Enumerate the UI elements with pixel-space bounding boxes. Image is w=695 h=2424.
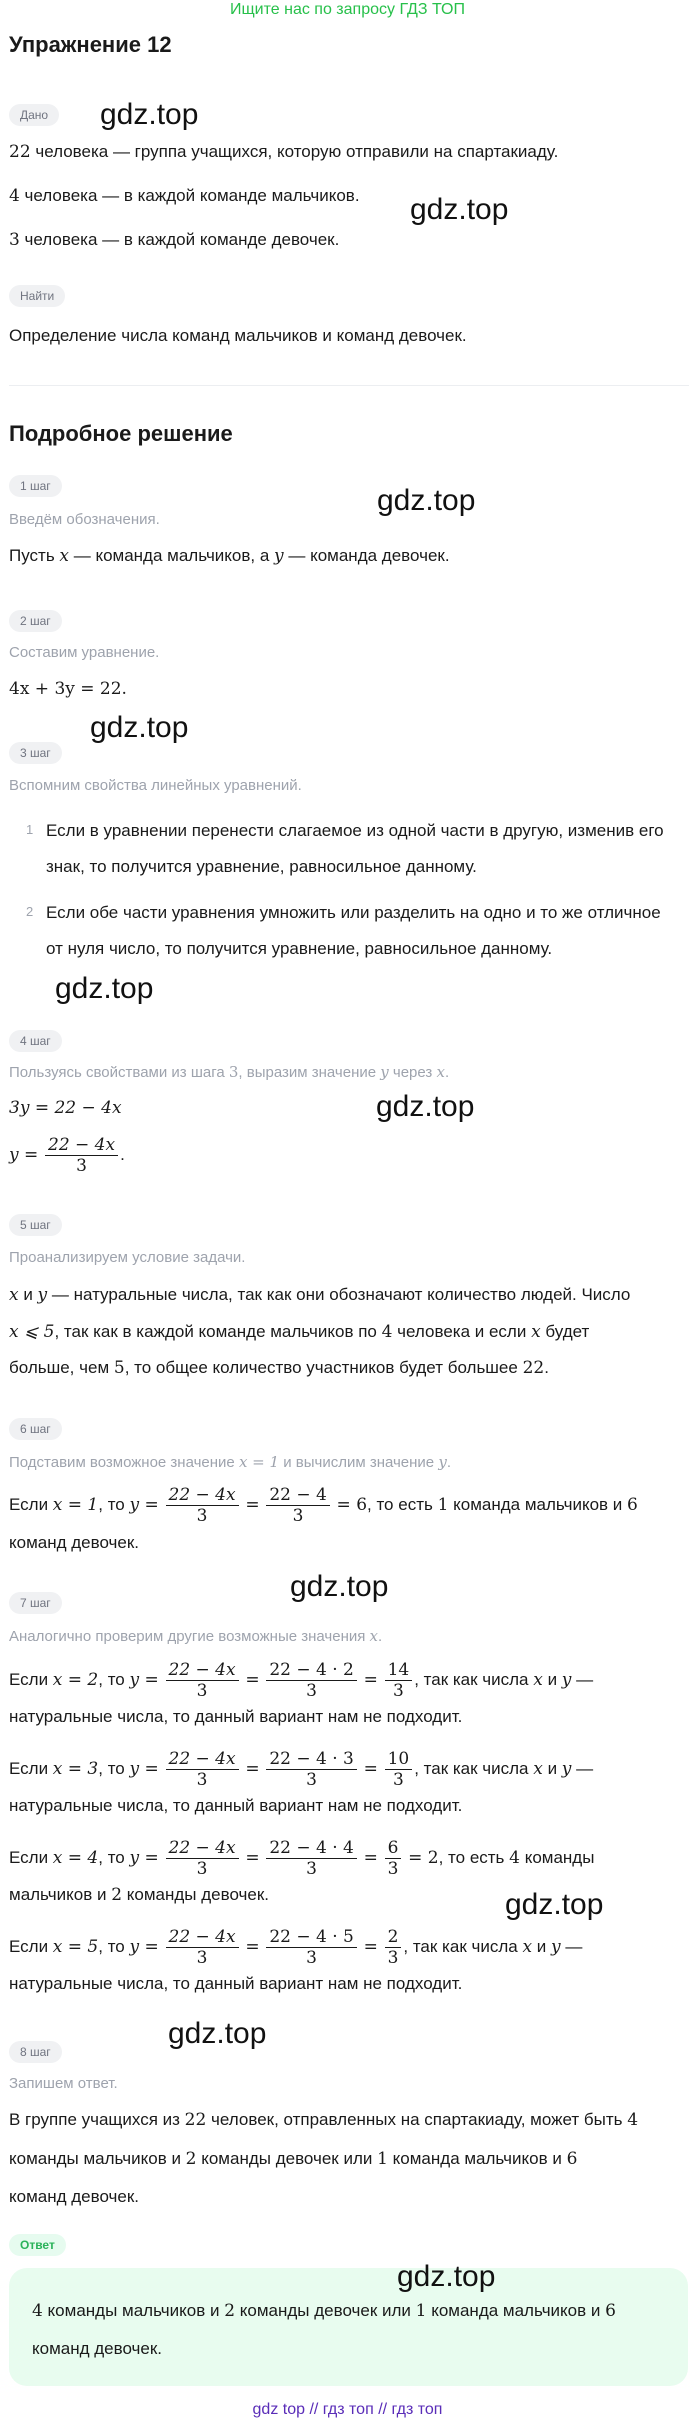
page-title: Упражнение 12: [9, 32, 172, 57]
step-4-label: 4 шаг: [9, 1030, 62, 1052]
step-8-line-1: В группе учащихся из 22 человек, отправленных на спартакиаду, может быть 4: [9, 2110, 639, 2130]
property-1-text: Если в уравнении перенести слагаемое из одной части в другую, изменив его знак, то получится уравнение, равносильное данному.: [46, 821, 664, 876]
watermark: gdz.top: [376, 1090, 475, 1123]
step-7-label: 7 шаг: [9, 1592, 62, 1614]
watermark: gdz.top: [90, 711, 189, 744]
given-line-3: 3 человека — в каждой команде девочек.: [9, 230, 340, 250]
solution-title: Подробное решение: [9, 421, 233, 446]
fraction: $\frac{22 - 4}{3}$: [266, 1485, 330, 1526]
fraction: $\frac{22 - 4 \cdot 4}{3}$: [266, 1838, 357, 1879]
step-7-case-2: Если x = 2, то y = $\frac{22 - 4x}{3}$ = $\frac{22 - 4 \cdot 2}{3}$ = $\frac{14}{3}$ , так как числа x и y —: [9, 1660, 594, 1701]
find-text: Определение числа команд мальчиков и команд девочек.: [9, 326, 467, 345]
watermark: gdz.top: [505, 1888, 604, 1921]
step-1-label: 1 шаг: [9, 475, 62, 497]
step-8-line-2: команды мальчиков и 2 команды девочек или 1 команда мальчиков и 6: [9, 2149, 578, 2169]
fraction: $\frac{22 - 4x}{3}$: [166, 1838, 239, 1879]
step-2-formula: 4x + 3y = 22.: [9, 679, 127, 699]
property-2-text: Если обе части уравнения умножить или разделить на одно и то же отличное от нуля число, то получится уравнение, равносильное данному.: [46, 903, 661, 958]
step-2-caption: Составим уравнение.: [9, 644, 160, 661]
fraction: $\frac{22 - 4x}{3}$: [166, 1749, 239, 1790]
answer-text: 4 команды мальчиков и 2 команды девочек или 1 команда мальчиков и 6 команд девочек.: [32, 2301, 616, 2358]
step-7-case-2-line-2: натуральные числа, то данный вариант нам не подходит.: [9, 1707, 463, 1726]
step-8-line-3: команд девочек.: [9, 2187, 140, 2206]
step-7-case-4: Если x = 4, то y = $\frac{22 - 4x}{3}$ = $\frac{22 - 4 \cdot 4}{3}$ = $\frac{6}{3}$ = 2, то есть 4 команды: [9, 1838, 595, 1879]
step-7-case-4-line-2: мальчиков и 2 команды девочек.: [9, 1885, 269, 1905]
step-5-line-2: x ⩽ 5, так как в каждой команде мальчиков по 4 человека и если x будет: [9, 1322, 590, 1342]
step-3-label: 3 шаг: [9, 742, 62, 764]
fraction: $\frac{22 - 4 \cdot 2}{3}$: [266, 1660, 357, 1701]
fraction: $\frac{22 - 4x}{3}$: [166, 1927, 239, 1968]
watermark: gdz.top: [290, 1570, 389, 1603]
watermark: gdz.top: [377, 484, 476, 517]
fraction: $\frac{10}{3}$: [385, 1749, 413, 1790]
given-line-1: 22 человека — группа учащихся, которую отправили на спартакиаду.: [9, 142, 559, 162]
fraction: $\frac{22 - 4 \cdot 5}{3}$: [266, 1927, 357, 1968]
step-1-caption: Введём обозначения.: [9, 511, 160, 528]
fraction: $\frac{14}{3}$: [385, 1660, 413, 1701]
step-7-case-5-line-2: натуральные числа, то данный вариант нам не подходит.: [9, 1974, 463, 1993]
footer-links[interactable]: gdz top // гдз топ // гдз топ: [252, 2401, 443, 2418]
given-label: Дано: [9, 104, 59, 126]
step-6-line-2: команд девочек.: [9, 1533, 140, 1552]
fraction: $\frac{22 - 4x}{3}$: [166, 1485, 239, 1526]
step-6-caption: Подставим возможное значение x = 1 и вычислим значение y.: [9, 1453, 451, 1471]
step-5-line-3: больше, чем 5, то общее количество участников будет большее 22.: [9, 1358, 549, 1378]
fraction: $\frac{22 - 4x}{3}$: [166, 1660, 239, 1701]
watermark: gdz.top: [410, 193, 509, 226]
given-line-2: 4 человека — в каждой команде мальчиков.: [9, 186, 360, 206]
property-2-number: 2: [26, 904, 34, 919]
fraction: $\frac{22 - 4x}{3}$: [45, 1135, 118, 1176]
step-7-case-3: Если x = 3, то y = $\frac{22 - 4x}{3}$ = $\frac{22 - 4 \cdot 3}{3}$ = $\frac{10}{3}$ , так как числа x и y —: [9, 1749, 594, 1790]
find-label: Найти: [9, 285, 65, 307]
step-5-label: 5 шаг: [9, 1214, 62, 1236]
step-4-caption: Пользуясь свойствами из шага 3, выразим значение y через x.: [9, 1063, 450, 1081]
section-divider: [9, 385, 689, 386]
property-1-number: 1: [26, 822, 34, 837]
step-2-label: 2 шаг: [9, 610, 62, 632]
watermark: gdz.top: [100, 98, 199, 131]
step-7-case-3-line-2: натуральные числа, то данный вариант нам не подходит.: [9, 1796, 463, 1815]
step-6-line-1: Если x = 1, то y = $\frac{22 - 4x}{3}$ = $\frac{22 - 4}{3}$ = 6, то есть 1 команда мальчиков и 6: [9, 1485, 638, 1526]
step-7-case-5: Если x = 5, то y = $\frac{22 - 4x}{3}$ = $\frac{22 - 4 \cdot 5}{3}$ = $\frac{2}{3}$ , так как числа x и y —: [9, 1927, 583, 1968]
step-1-text: Пусть x — команда мальчиков, а y — команда девочек.: [9, 546, 450, 566]
fraction: $\frac{22 - 4 \cdot 3}{3}$: [266, 1749, 357, 1790]
answer-label: Ответ: [9, 2234, 66, 2256]
step-4-equation-1: 3y = 22 − 4x: [9, 1098, 122, 1118]
step-6-label: 6 шаг: [9, 1418, 62, 1440]
watermark: gdz.top: [168, 2017, 267, 2050]
step-4-equation-2: y = $\frac{22 - 4x}{3}$ .: [9, 1135, 125, 1176]
fraction: $\frac{2}{3}$: [385, 1927, 402, 1968]
watermark: gdz.top: [55, 972, 154, 1005]
step-8-label: 8 шаг: [9, 2041, 62, 2063]
watermark: gdz.top: [397, 2260, 496, 2293]
fraction: $\frac{6}{3}$: [385, 1838, 402, 1879]
step-3-caption: Вспомним свойства линейных уравнений.: [9, 777, 302, 794]
step-5-caption: Проанализируем условие задачи.: [9, 1249, 246, 1266]
top-banner-link[interactable]: Ищите нас по запросу ГДЗ ТОП: [230, 1, 465, 18]
step-5-line-1: x и y — натуральные числа, так как они обозначают количество людей. Число: [9, 1285, 631, 1305]
step-7-caption: Аналогично проверим другие возможные значения x.: [9, 1627, 383, 1645]
step-8-caption: Запишем ответ.: [9, 2075, 118, 2092]
